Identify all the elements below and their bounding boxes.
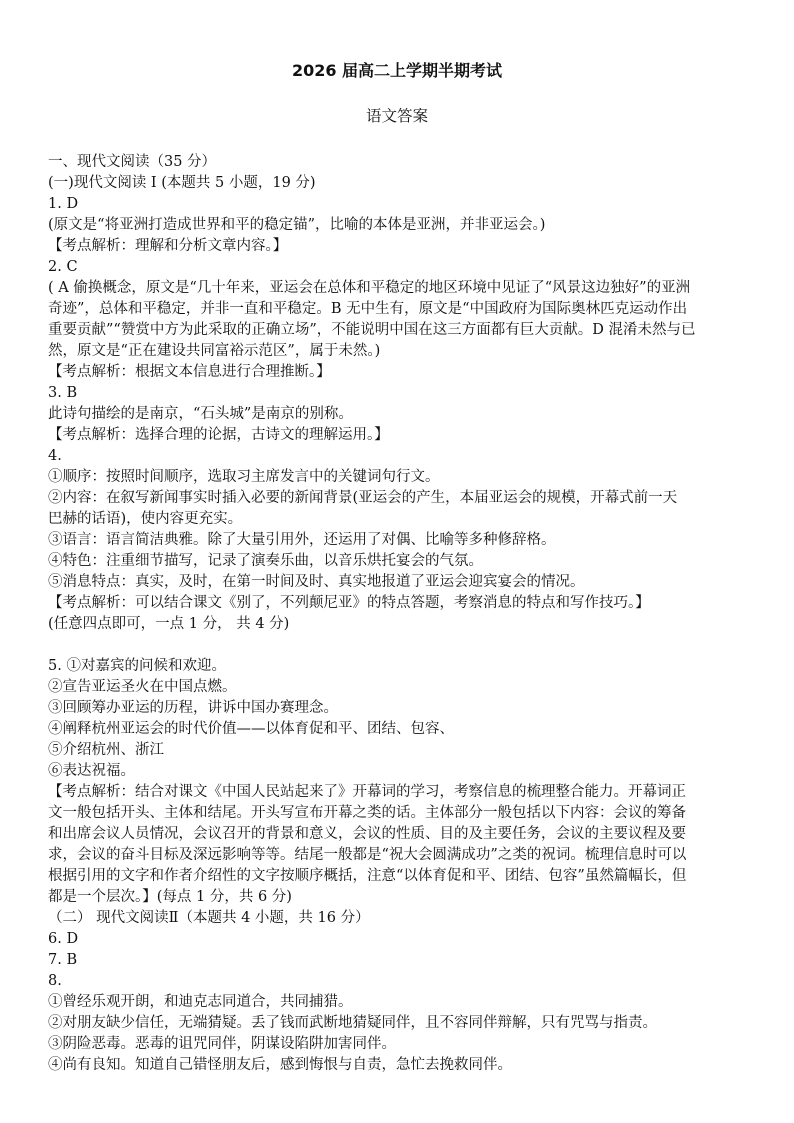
answer-5-point: ④阐释杭州亚运会的时代价值——以体育促和平、团结、包容、 bbox=[48, 721, 454, 737]
answer-1-key-point: 【考点解析：理解和分析文章内容。】 bbox=[48, 238, 288, 254]
answer-5-key-point-line: 都是一个层次。】(每点 1 分，共 6 分) bbox=[48, 889, 292, 905]
answer-8-point: ①曾经乐观开朗，和迪克志同道合，共同捕猎。 bbox=[48, 994, 353, 1010]
answer-2-explanation-line: 奇迹”，总体和平稳定，并非一直和平稳定。B 无中生有，原文是“中国政府为国际奥林匹克运动作出 bbox=[48, 301, 688, 317]
answer-1: 1. D bbox=[48, 196, 79, 212]
answer-2: 2. C bbox=[48, 259, 78, 275]
answer-5-key-point-line: 文一般包括开头、主体和结尾。开头写宣布开幕之类的话。主体部分一般包括以下内容：会议的筹备 bbox=[48, 805, 686, 821]
answer-5-key-point-line: 【考点解析：结合对课文《中国人民站起来了》开幕词的学习，考察信息的梳理整合能力。开幕词正 bbox=[48, 784, 686, 800]
section-heading: 一、现代文阅读（35 分） bbox=[48, 154, 217, 170]
answer-8-point: ②对朋友缺少信任，无端猜疑。丢了钱而武断地猜疑同伴，且不容同伴辩解，只有咒骂与指责。 bbox=[48, 1015, 657, 1031]
answer-4-point: ②内容：在叙写新闻事实时插入必要的新闻背景(亚运会的产生，本届亚运会的规模，开幕式前一天 bbox=[48, 490, 678, 506]
answer-4-key-point: 【考点解析：可以结合课文《别了，不列颠尼亚》的特点答题，考察消息的特点和写作技巧。】 bbox=[48, 595, 650, 611]
answer-5-key-point-line: 求，会议的奋斗目标及深远影响等等。结尾一般都是“祝大会圆满成功”之类的祝词。梳理信息时可以 bbox=[48, 847, 687, 863]
answer-4-point: 巴赫的话语)，使内容更充实。 bbox=[48, 511, 243, 527]
answer-3: 3. B bbox=[48, 385, 78, 401]
answer-3-key-point: 【考点解析：选择合理的论据，古诗文的理解运用。】 bbox=[48, 427, 389, 443]
answer-4-scoring: (任意四点即可，一点 1 分， 共 4 分) bbox=[48, 616, 290, 632]
answer-7: 7. B bbox=[48, 952, 78, 968]
answer-4: 4. bbox=[48, 448, 62, 464]
answer-4-point: ⑤消息特点：真实，及时，在第一时间及时、真实地报道了亚运会迎宾宴会的情况。 bbox=[48, 574, 585, 590]
answer-8-point: ③阴险恶毒。恶毒的诅咒同伴，阴谋设陷阱加害同伴。 bbox=[48, 1036, 396, 1052]
answer-5-key-point-line: 和出席会议人员情况，会议召开的背景和意义，会议的性质、目的及主要任务，会议的主要议程及要 bbox=[48, 826, 686, 842]
blank-line bbox=[48, 635, 748, 656]
answer-2-explanation-line: ( A 偷换概念，原文是“几十年来，亚运会在总体和平稳定的地区环境中见证了“风景这边独好”的亚洲 bbox=[48, 280, 691, 296]
answer-6: 6. D bbox=[48, 931, 79, 947]
answer-2-key-point: 【考点解析：根据文本信息进行合理推断。】 bbox=[48, 364, 331, 380]
page-title: 2026 届高二上学期半期考试 bbox=[291, 61, 503, 80]
answer-5-key-point-line: 根据引用的文字和作者介绍性的文字按顺序概括，注意“以体育促和平、团结、包容”虽然篇幅长，但 bbox=[48, 868, 687, 884]
answer-3-explanation: 此诗句描绘的是南京，“石头城”是南京的别称。 bbox=[48, 406, 353, 422]
answer-8: 8. bbox=[48, 973, 62, 989]
answer-4-point: ①顺序：按照时间顺序，选取习主席发言中的关键词句行文。 bbox=[48, 469, 440, 485]
answer-4-point: ③语言：语言简洁典雅。除了大量引用外，还运用了对偶、比喻等多种修辞格。 bbox=[48, 532, 556, 548]
answer-2-explanation-line: 然，原文是“正在建设共同富裕示范区”，属于未然。) bbox=[48, 343, 381, 359]
answer-2-explanation-line: 重要贡献”“赞赏中方为此采取的正确立场”，不能说明中国在这三方面都有巨大贡献。D 混淆未然与已 bbox=[48, 322, 696, 338]
subsection-heading: （二） 现代文阅读Ⅱ（本题共 4 小题，共 16 分） bbox=[48, 910, 370, 926]
answer-5-point: ②宣告亚运圣火在中国点燃。 bbox=[48, 679, 237, 695]
answer-8-point: ④尚有良知。知道自己错怪朋友后，感到悔恨与自责，急忙去挽救同伴。 bbox=[48, 1057, 512, 1073]
answer-5-point: ③回顾筹办亚运的历程，讲诉中国办赛理念。 bbox=[48, 700, 338, 716]
answer-5: 5. ①对嘉宾的问候和欢迎。 bbox=[48, 658, 226, 674]
subsection-heading: (一)现代文阅读 I (本题共 5 小题，19 分) bbox=[48, 175, 316, 191]
answer-body bbox=[48, 152, 748, 1076]
answer-1-explanation: (原文是“将亚洲打造成世界和平的稳定锚”，比喻的本体是亚洲，并非亚运会。) bbox=[48, 217, 546, 233]
answer-5-point: ⑤介绍杭州、浙江 bbox=[48, 742, 164, 758]
answer-4-point: ④特色：注重细节描写，记录了演奏乐曲，以音乐烘托宴会的气氛。 bbox=[48, 553, 483, 569]
answer-5-point: ⑥表达祝福。 bbox=[48, 763, 135, 779]
page-subtitle: 语文答案 bbox=[365, 107, 428, 125]
